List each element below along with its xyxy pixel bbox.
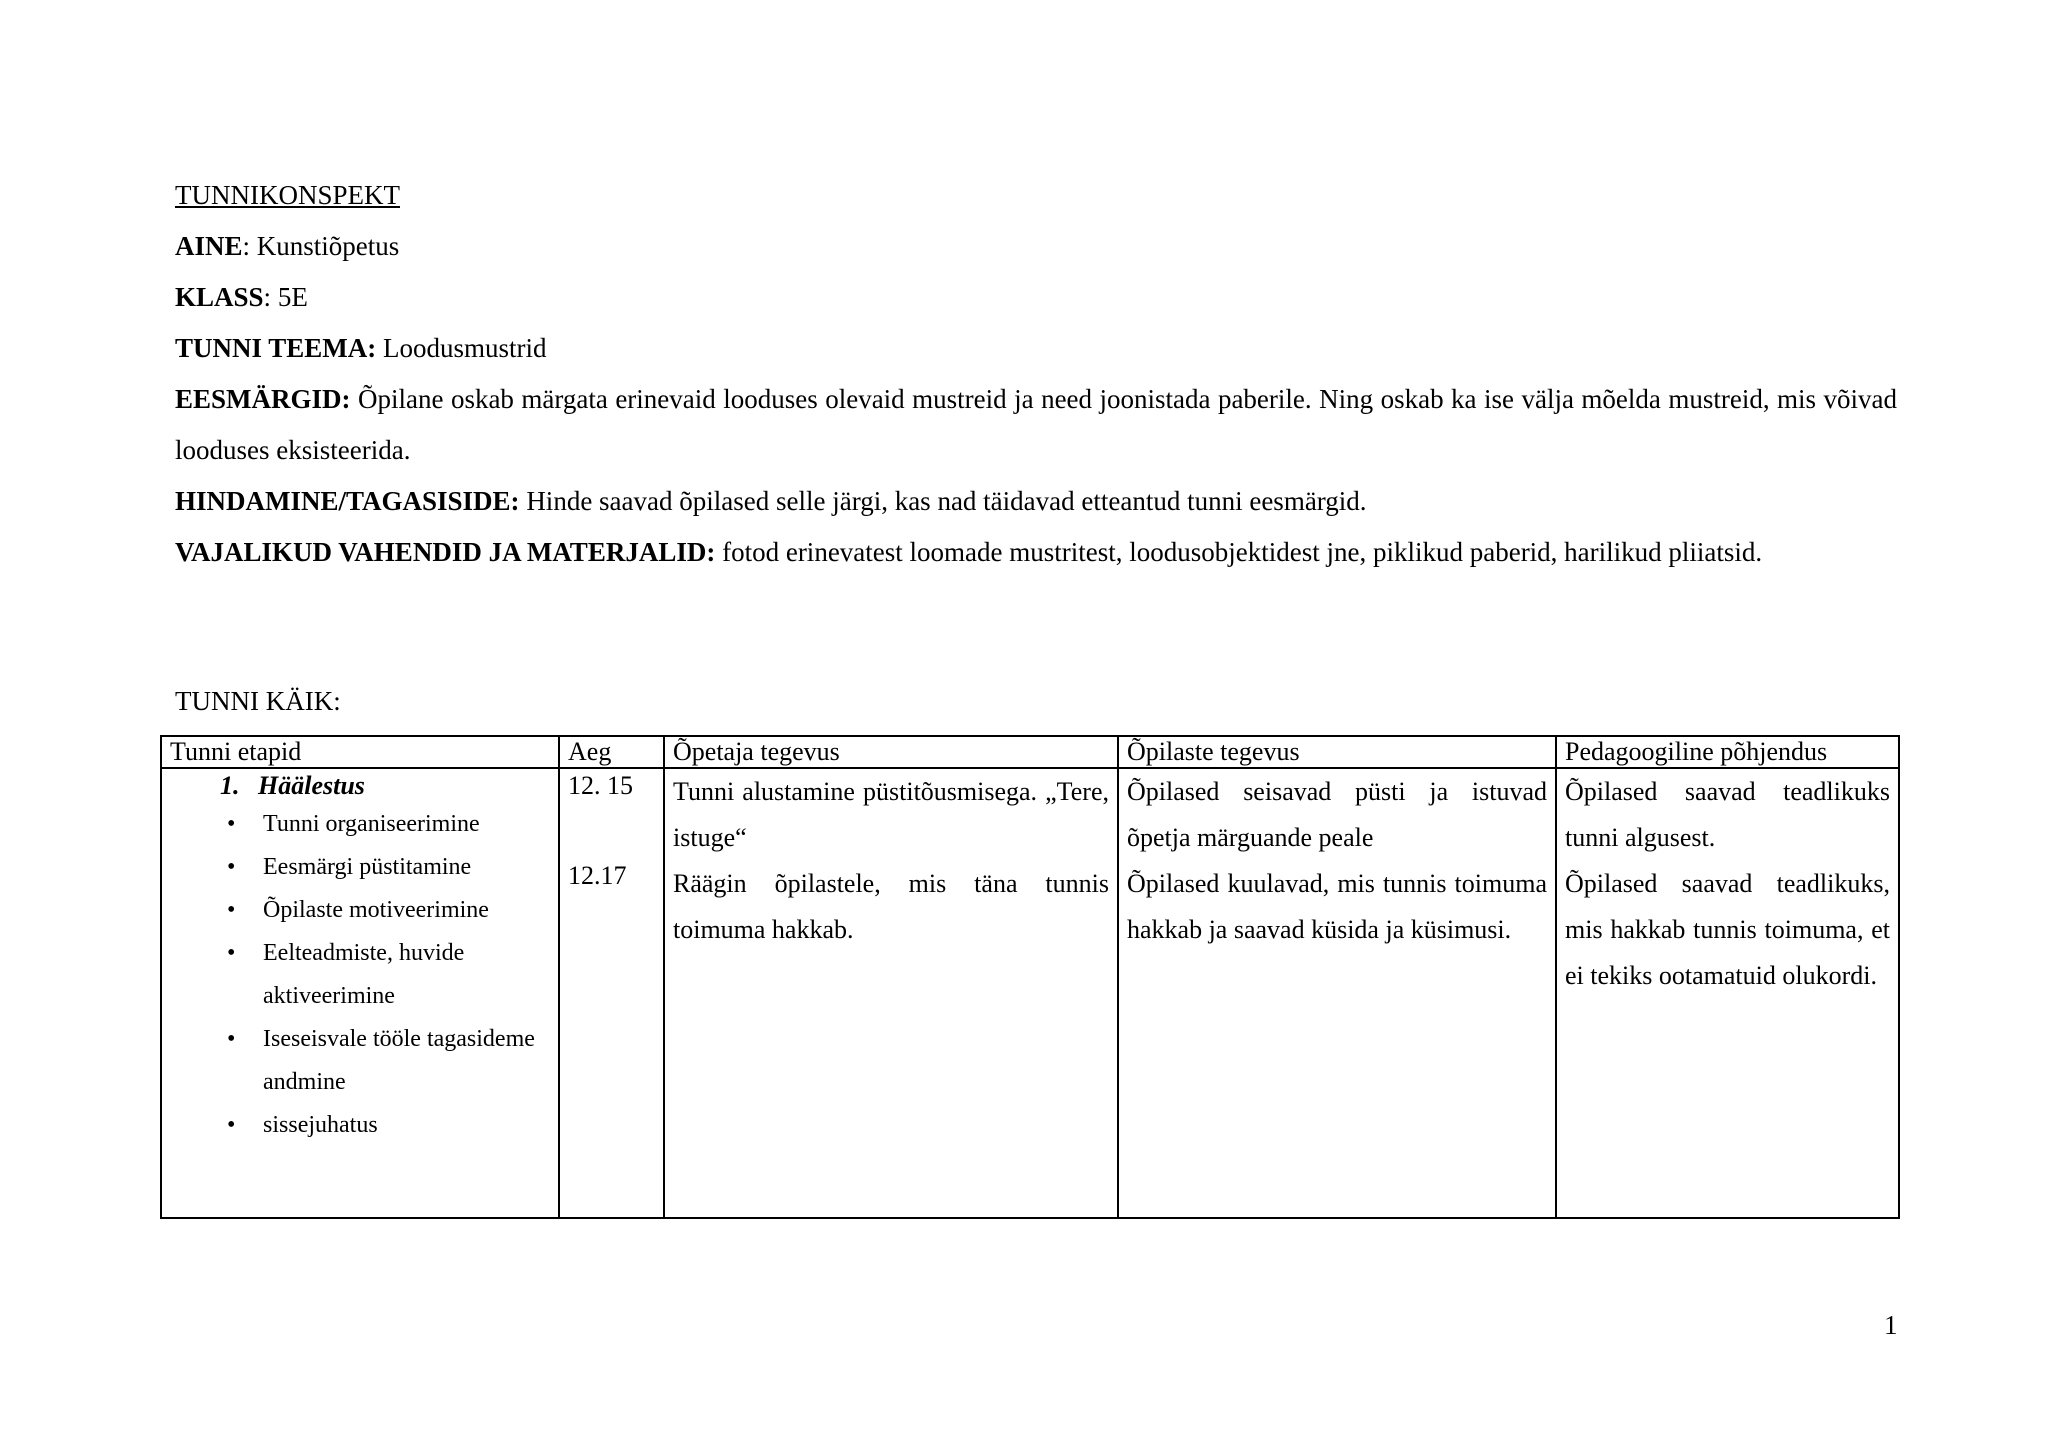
field-label: HINDAMINE/TAGASISIDE:: [175, 486, 520, 516]
student-activity-text: Õpilased seisavad püsti ja istuvad õpetja märguande peale: [1127, 777, 1547, 852]
student-activity-text: Õpilased kuulavad, mis tunnis toimuma hakkab ja saavad küsida ja küsimusi.: [1127, 869, 1547, 944]
section-heading: TUNNI KÄIK:: [175, 686, 341, 716]
header-student-activity: Õpilaste tegevus: [1118, 736, 1556, 768]
field-materials: [175, 527, 1897, 578]
header-teacher-activity: Õpetaja tegevus: [664, 736, 1118, 768]
table-row: [161, 768, 1899, 1218]
teacher-activity-text: Tunni alustamine püstitõusmisega. „Tere, istuge“: [673, 777, 1109, 852]
header-block: [175, 170, 1897, 578]
bullet-icon: •: [227, 897, 236, 923]
bullet-icon: •: [227, 1026, 236, 1052]
list-item: [170, 1018, 550, 1104]
bullet-icon: •: [227, 940, 236, 966]
table-header-row: [161, 736, 1899, 768]
time-value: 12. 15: [568, 771, 633, 800]
list-item: [170, 1104, 550, 1147]
field-class: [175, 272, 1897, 323]
time-value: 12.17: [568, 861, 627, 890]
bullet-icon: •: [227, 811, 236, 837]
list-item-text: Eelteadmiste, huvide aktiveerimine: [263, 940, 465, 1009]
list-item-text: Õpilaste motiveerimine: [263, 897, 489, 923]
list-item-text: Tunni organiseerimine: [263, 811, 480, 837]
field-subject: [175, 221, 1897, 272]
teacher-activity-text: Räägin õpilastele, mis täna tunnis toimuma hakkab.: [673, 869, 1109, 944]
field-separator: :: [242, 231, 257, 261]
field-label: EESMÄRGID:: [175, 384, 351, 414]
field-separator: [351, 384, 358, 414]
rationale-text: Õpilased saavad teadlikuks, mis hakkab tunnis toimuma, et ei tekiks ootamatuid olukordi.: [1565, 869, 1890, 990]
list-item: [170, 846, 550, 889]
header-stages: Tunni etapid: [161, 736, 559, 768]
field-topic: [175, 323, 1897, 374]
document-title: TUNNIKONSPEKT: [175, 180, 400, 210]
field-label: KLASS: [175, 282, 264, 312]
cell-rationale: [1556, 768, 1899, 1218]
cell-time: [559, 768, 664, 1218]
cell-student-activity: [1118, 768, 1556, 1218]
field-value: Hinde saavad õpilased selle järgi, kas nad täidavad etteantud tunni eesmärgid.: [526, 486, 1367, 516]
cell-stages: [161, 768, 559, 1218]
stage-title: [220, 769, 550, 803]
stage-items: [170, 803, 550, 1147]
list-item-text: Eesmärgi püstitamine: [263, 854, 472, 880]
list-item: [170, 803, 550, 846]
page-number: 1: [1884, 1310, 1898, 1340]
stage-number: 1.: [220, 771, 240, 800]
header-time: Aeg: [559, 736, 664, 768]
list-item: [170, 932, 550, 1018]
field-value: Loodusmustrid: [383, 333, 547, 363]
cell-teacher-activity: [664, 768, 1118, 1218]
field-goals: [175, 374, 1897, 476]
field-label: AINE: [175, 231, 243, 261]
list-item: [170, 889, 550, 932]
bullet-icon: •: [227, 854, 236, 880]
field-assessment: [175, 476, 1897, 527]
field-value: Kunstiõpetus: [256, 231, 400, 261]
bullet-icon: •: [227, 1112, 236, 1138]
stage-name: Häälestus: [258, 771, 365, 800]
lesson-table: [160, 735, 1900, 1219]
field-value: fotod erinevatest loomade mustritest, loodusobjektidest jne, piklikud paberid, harilikud pliiatsid.: [722, 537, 1763, 567]
field-value: Õpilane oskab märgata erinevaid looduses olevaid mustreid ja need joonistada paberile. Ning oskab ka ise välja mõelda mustreid, mis võivad looduses eksisteerida.: [175, 384, 1898, 465]
field-value: 5E: [277, 282, 308, 312]
field-label: TUNNI TEEMA:: [175, 333, 377, 363]
field-separator: :: [263, 282, 278, 312]
rationale-text: Õpilased saavad teadlikuks tunni algusest.: [1565, 777, 1890, 852]
field-label: VAJALIKUD VAHENDID JA MATERJALID:: [175, 537, 716, 567]
list-item-text: sissejuhatus: [263, 1112, 378, 1138]
list-item-text: Iseseisvale tööle tagasideme andmine: [263, 1026, 535, 1095]
header-rationale: Pedagoogiline põhjendus: [1556, 736, 1899, 768]
